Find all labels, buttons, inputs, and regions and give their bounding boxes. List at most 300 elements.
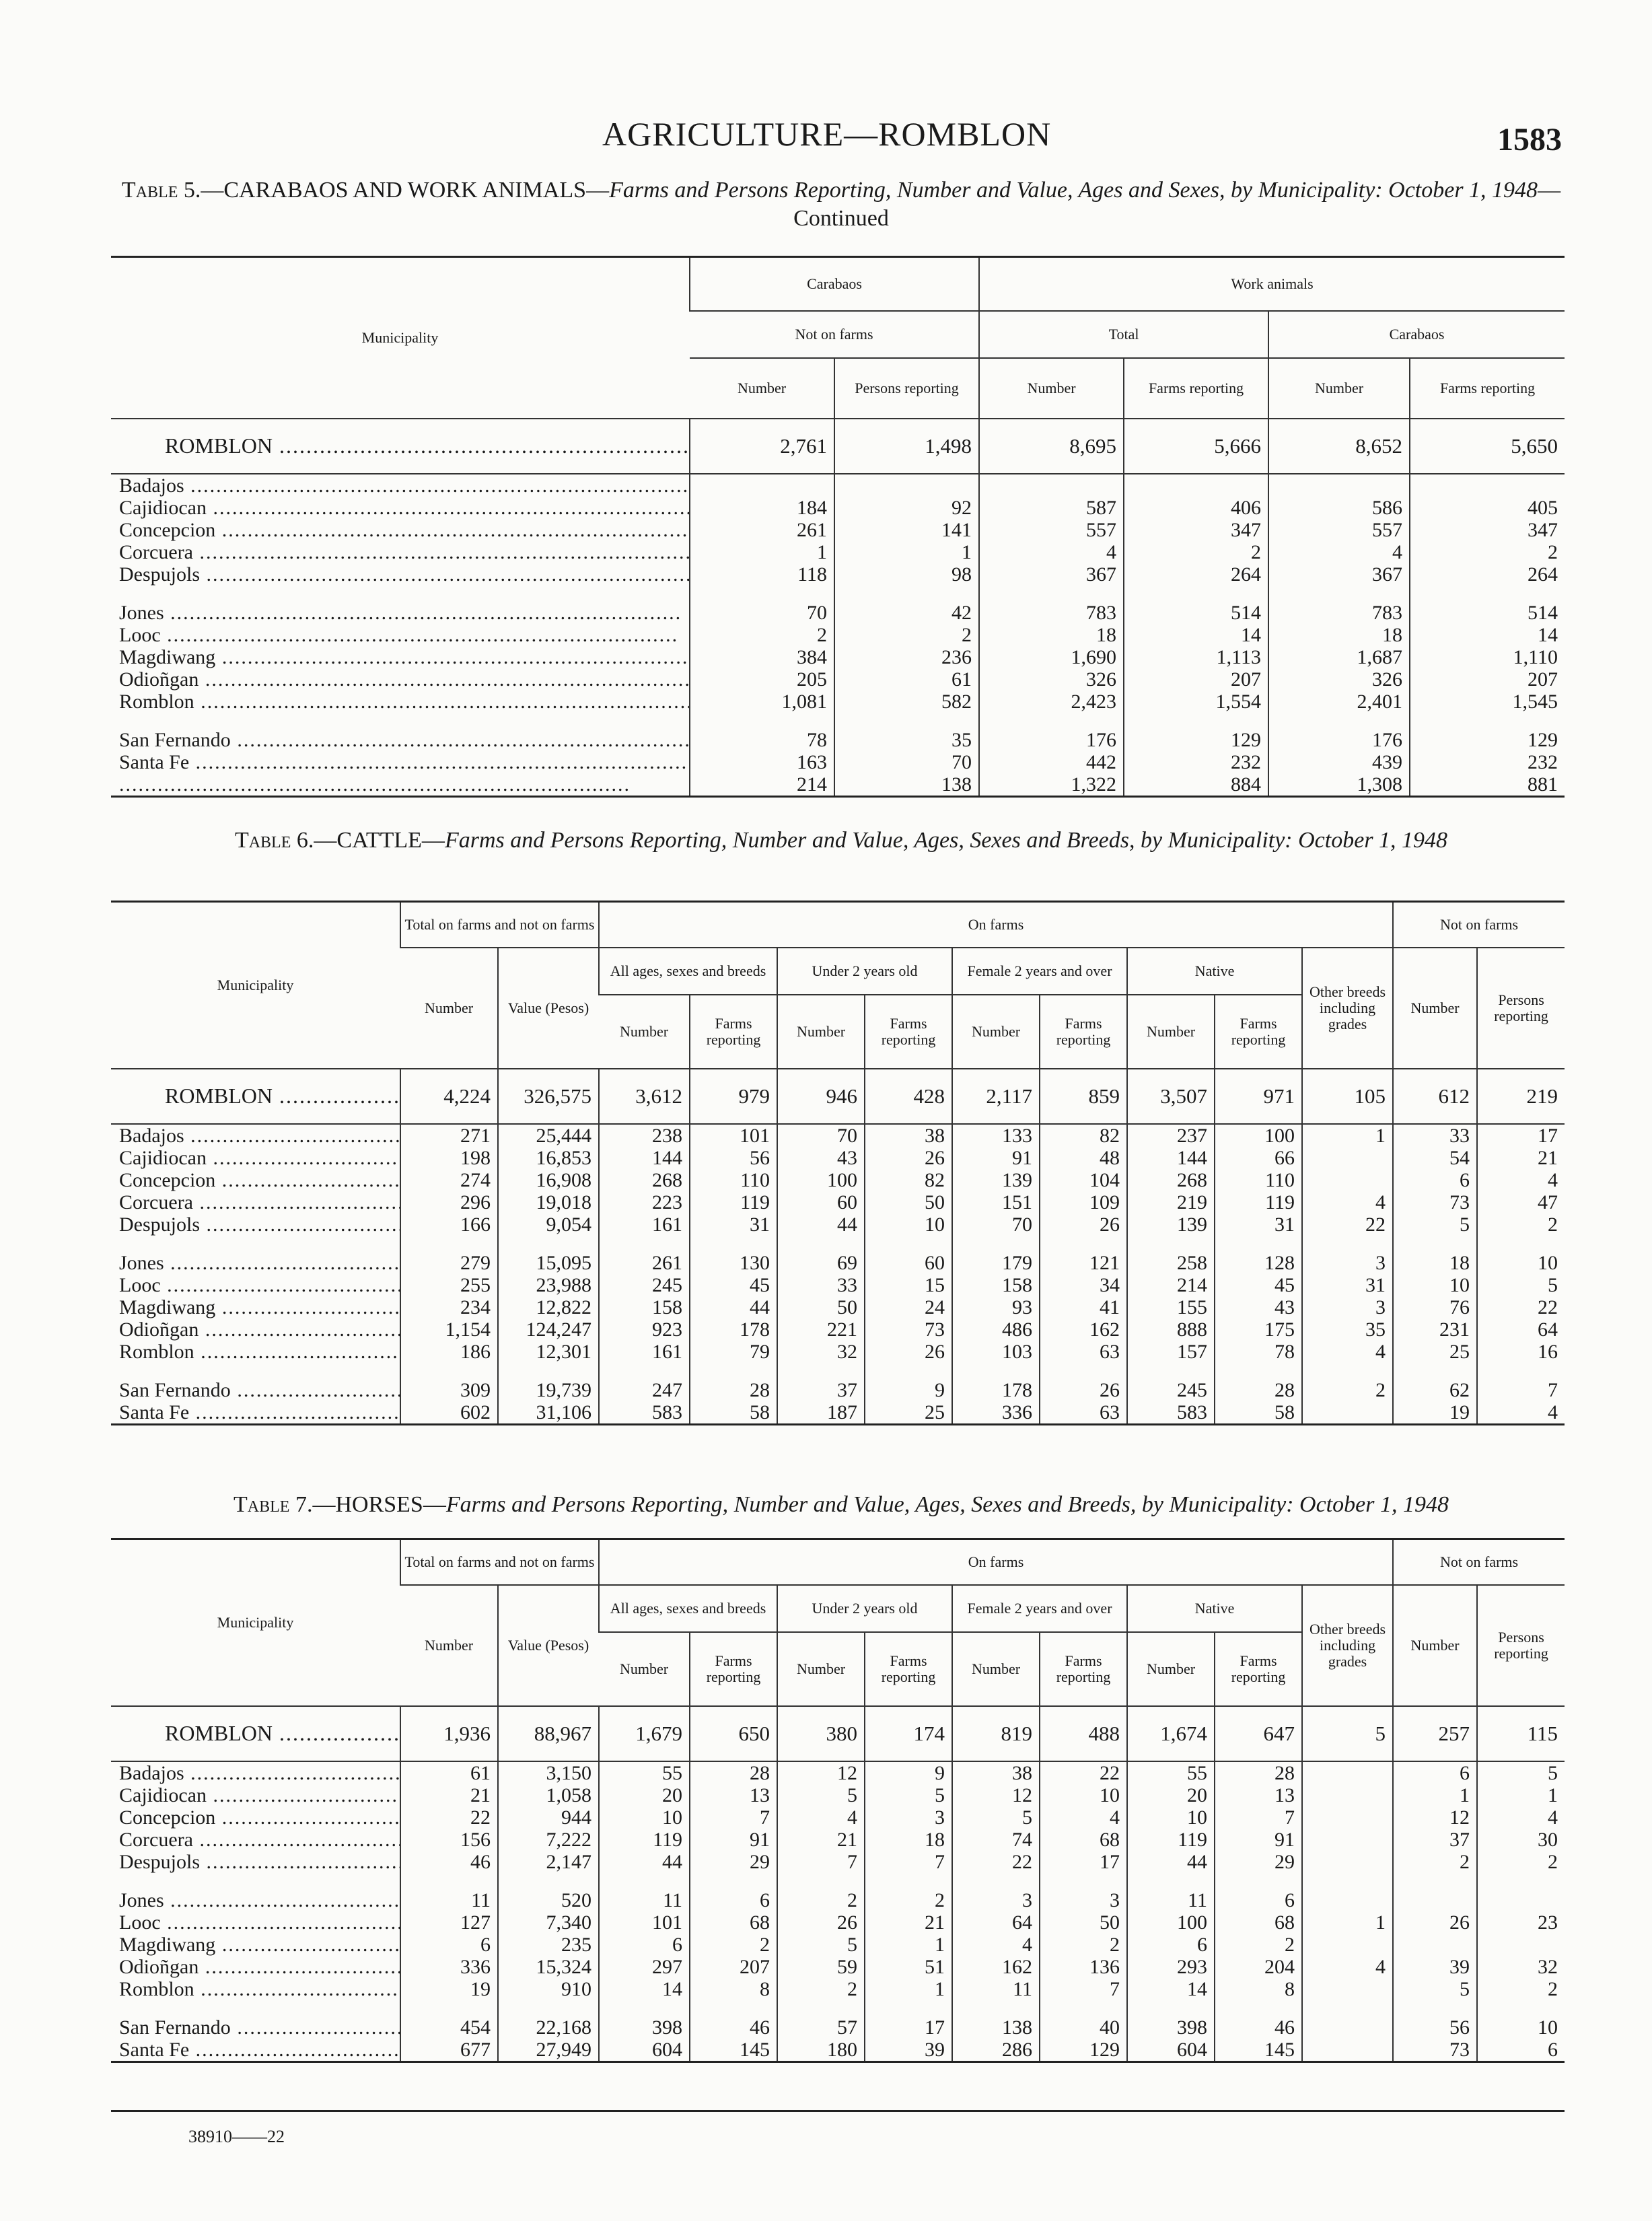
table7-caption <box>101 1491 1581 1519</box>
table-cell: 46 <box>400 1851 498 1873</box>
table-cell: 25 <box>865 1401 952 1425</box>
municipality-name: Odioñgan ..... <box>111 1318 400 1341</box>
table-cell: 82 <box>1040 1124 1127 1147</box>
table-cell: 9,054 <box>498 1213 599 1236</box>
table-cell: 582 <box>834 691 979 713</box>
table-cell: 428 <box>865 1069 952 1124</box>
table-cell: 28 <box>1215 1379 1302 1401</box>
table-cell: 60 <box>777 1191 865 1213</box>
table-cell: 26 <box>1040 1379 1127 1401</box>
table-row <box>111 1274 1565 1296</box>
table-cell: 2 <box>1477 1978 1565 2000</box>
table-cell <box>1302 1169 1393 1191</box>
municipality-name: Romblon ..... <box>111 1341 400 1363</box>
spacer-cell <box>599 1873 690 1889</box>
table-cell: 223 <box>599 1191 690 1213</box>
table-cell: 3,150 <box>498 1761 599 1784</box>
table-cell: 31 <box>690 1213 777 1236</box>
t6-h-other-breeds: Other breeds including grades <box>1302 948 1393 1069</box>
table-cell: 186 <box>400 1341 498 1363</box>
spacer-cell <box>1268 586 1410 602</box>
table-cell: 1,058 <box>498 1784 599 1806</box>
spacer-cell <box>1215 1236 1302 1252</box>
table-cell: 26 <box>777 1911 865 1934</box>
t6-h-on-farms: On farms <box>599 902 1393 948</box>
table-row <box>111 1401 1565 1425</box>
t5-h-total: Total <box>979 311 1268 358</box>
table-cell: 12 <box>1393 1806 1477 1829</box>
table-cell: 68 <box>1040 1829 1127 1851</box>
table-cell: 12 <box>777 1761 865 1784</box>
table-cell: 439 <box>1268 751 1410 773</box>
table-cell: 1,154 <box>400 1318 498 1341</box>
table-cell: 23 <box>1477 1911 1565 1934</box>
group-spacer <box>111 586 1565 602</box>
table-cell: 127 <box>400 1911 498 1934</box>
spacer-cell <box>498 1236 599 1252</box>
table-row <box>111 1829 1565 1851</box>
table-cell: 5 <box>1393 1213 1477 1236</box>
table-cell: 1 <box>1477 1784 1565 1806</box>
table-row <box>111 563 1565 586</box>
table-cell: 8 <box>690 1978 777 2000</box>
table-cell: 45 <box>690 1274 777 1296</box>
table-cell: 326,575 <box>498 1069 599 1124</box>
table-cell: 257 <box>1393 1706 1477 1761</box>
table-cell: 15 <box>865 1274 952 1296</box>
table-row <box>111 1851 1565 1873</box>
table-cell: 21 <box>400 1784 498 1806</box>
table-cell: 48 <box>1040 1147 1127 1169</box>
table-cell: 2 <box>777 1978 865 2000</box>
table-cell: 309 <box>400 1379 498 1401</box>
table-cell: 139 <box>952 1169 1040 1191</box>
spacer-cell <box>498 2000 599 2016</box>
table-cell: 2 <box>1393 1851 1477 1873</box>
table-row <box>111 2039 1565 2062</box>
table-cell: 6 <box>400 1934 498 1956</box>
table-cell: 238 <box>599 1124 690 1147</box>
table-cell <box>1302 1889 1393 1911</box>
table-cell: 33 <box>1393 1124 1477 1147</box>
spacer-cell <box>690 1236 777 1252</box>
table-cell: 12,822 <box>498 1296 599 1318</box>
table-cell: 261 <box>599 1252 690 1274</box>
table-cell: 18 <box>1393 1252 1477 1274</box>
table-cell: 11 <box>1127 1889 1215 1911</box>
t6-h-number: Number <box>1127 995 1215 1069</box>
table-cell: 21 <box>777 1829 865 1851</box>
table-cell: 8,695 <box>979 419 1124 474</box>
table-cell: 24 <box>865 1296 952 1318</box>
table-cell: 583 <box>1127 1401 1215 1425</box>
table-cell: 166 <box>400 1213 498 1236</box>
t6-h-all-ages: All ages, sexes and breeds <box>599 948 777 995</box>
table-cell: 57 <box>777 2016 865 2039</box>
table-row <box>111 1341 1565 1363</box>
table-cell: 68 <box>690 1911 777 1934</box>
t7-h-persons-reporting: Persons reporting <box>1477 1585 1565 1706</box>
table-cell: 100 <box>1127 1911 1215 1934</box>
table-cell: 78 <box>1215 1341 1302 1363</box>
spacer-cell <box>979 586 1124 602</box>
table-cell: 175 <box>1215 1318 1302 1341</box>
t5-h-municipality: Municipality <box>111 257 690 419</box>
table-row <box>111 1296 1565 1318</box>
table-cell: 32 <box>777 1341 865 1363</box>
table-cell: 3,507 <box>1127 1069 1215 1124</box>
t7-h-number: Number <box>1127 1632 1215 1706</box>
table-cell: 279 <box>400 1252 498 1274</box>
table-cell: 255 <box>400 1274 498 1296</box>
table-cell: 119 <box>1127 1829 1215 1851</box>
table-cell: 133 <box>952 1124 1040 1147</box>
table-cell: 326 <box>979 668 1124 691</box>
table-cell: 274 <box>400 1169 498 1191</box>
municipality-name: Looc ..... <box>111 1274 400 1296</box>
table-cell: 105 <box>1302 1069 1393 1124</box>
table-cell: 63 <box>1040 1401 1127 1425</box>
table-cell: 14 <box>1124 624 1268 646</box>
table-cell: 2 <box>1124 541 1268 563</box>
spacer-cell <box>865 1873 952 1889</box>
municipality-name: ROMBLON ..... <box>111 1069 400 1124</box>
table-cell: 28 <box>1215 1761 1302 1784</box>
table-cell: 881 <box>1410 773 1565 797</box>
table-cell: 110 <box>1215 1169 1302 1191</box>
table-cell: 178 <box>690 1318 777 1341</box>
spacer-cell <box>834 713 979 729</box>
table-cell: 4,224 <box>400 1069 498 1124</box>
table-cell: 19 <box>1393 1401 1477 1425</box>
table-cell: 104 <box>1040 1169 1127 1191</box>
table-cell: 101 <box>690 1124 777 1147</box>
spacer-cell <box>690 1363 777 1379</box>
table-cell: 264 <box>1410 563 1565 586</box>
table-cell: 296 <box>400 1191 498 1213</box>
t5-body <box>111 419 1565 797</box>
spacer-cell <box>1302 2000 1393 2016</box>
table-cell: 586 <box>1268 497 1410 519</box>
table-cell: 157 <box>1127 1341 1215 1363</box>
table-cell: 179 <box>952 1252 1040 1274</box>
table-cell: 91 <box>952 1147 1040 1169</box>
table-cell: 2 <box>834 624 979 646</box>
table-cell: 2,117 <box>952 1069 1040 1124</box>
table-cell: 73 <box>1393 2039 1477 2062</box>
table-cell: 14 <box>599 1978 690 2000</box>
table-cell: 162 <box>952 1956 1040 1978</box>
municipality-name: San Fernando ..... <box>111 2016 400 2039</box>
table-cell: 9 <box>865 1761 952 1784</box>
table-cell: 5 <box>777 1934 865 1956</box>
total-row <box>111 1069 1565 1124</box>
t7-h-farms-reporting: Farms reporting <box>1215 1632 1302 1706</box>
t7-h-not-on-farms: Not on farms <box>1393 1539 1565 1585</box>
municipality-name: Badajos ..... <box>111 1761 400 1784</box>
table-cell: 520 <box>498 1889 599 1911</box>
table-cell: 70 <box>690 602 834 624</box>
table-cell <box>1302 1829 1393 1851</box>
table-cell: 70 <box>834 751 979 773</box>
t7-h-farms-reporting: Farms reporting <box>1040 1632 1127 1706</box>
table-cell: 66 <box>1215 1147 1302 1169</box>
t5-h-not-on-farms: Not on farms <box>690 311 979 358</box>
table-cell: 26 <box>1040 1213 1127 1236</box>
table-cell: 35 <box>1302 1318 1393 1341</box>
table-cell: 367 <box>979 563 1124 586</box>
table-cell: 3 <box>1040 1889 1127 1911</box>
table-cell: 271 <box>400 1124 498 1147</box>
table-cell: 14 <box>1127 1978 1215 2000</box>
t6-h-number: Number <box>777 995 865 1069</box>
t6-h-farms-reporting: Farms reporting <box>690 995 777 1069</box>
table-cell: 130 <box>690 1252 777 1274</box>
table-cell: 5 <box>1302 1706 1393 1761</box>
municipality-name: Santa Fe ..... <box>111 2039 400 2062</box>
table-cell: 22 <box>1302 1213 1393 1236</box>
table-cell: 45 <box>1215 1274 1302 1296</box>
table-cell: 39 <box>865 2039 952 2062</box>
spacer-cell <box>952 1873 1040 1889</box>
table-cell: 32 <box>1477 1956 1565 1978</box>
table-cell: 7 <box>1477 1379 1565 1401</box>
t5-h-number: Number <box>979 358 1124 419</box>
table-cell: 2 <box>1040 1934 1127 1956</box>
table-row <box>111 1124 1565 1147</box>
table-cell: 70 <box>777 1124 865 1147</box>
t5-h-farms-reporting: Farms reporting <box>1124 358 1268 419</box>
table-cell: 92 <box>834 497 979 519</box>
table-cell: 15,095 <box>498 1252 599 1274</box>
table-cell: 2 <box>1302 1379 1393 1401</box>
spacer-cell <box>690 586 834 602</box>
table-row <box>111 519 1565 541</box>
table-cell: 14 <box>1410 624 1565 646</box>
table-cell: 4 <box>952 1934 1040 1956</box>
t7-h-number: Number <box>599 1632 690 1706</box>
spacer-cell <box>690 1873 777 1889</box>
municipality-name: Corcuera ..... <box>111 1829 400 1851</box>
t7-h-other-breeds: Other breeds including grades <box>1302 1585 1393 1706</box>
table-cell <box>1302 1934 1393 1956</box>
table7-title: —HORSES— <box>312 1492 446 1517</box>
t7-h-number: Number <box>952 1632 1040 1706</box>
table-cell: 297 <box>599 1956 690 1978</box>
table-row <box>111 668 1565 691</box>
table-cell: 115 <box>1477 1706 1565 1761</box>
t7-body <box>111 1706 1565 2062</box>
table-cell: 4 <box>1302 1191 1393 1213</box>
table-row <box>111 1784 1565 1806</box>
table-cell: 237 <box>1127 1124 1215 1147</box>
table-cell: 2 <box>1410 541 1565 563</box>
table-cell: 336 <box>400 1956 498 1978</box>
table-cell: 55 <box>599 1761 690 1784</box>
table-cell: 20 <box>599 1784 690 1806</box>
table-cell: 26 <box>865 1147 952 1169</box>
table7-label: Table 7. <box>234 1492 313 1517</box>
table-cell: 124,247 <box>498 1318 599 1341</box>
table-cell: 1,687 <box>1268 646 1410 668</box>
table-cell <box>1477 1934 1565 1956</box>
table-cell: 50 <box>777 1296 865 1318</box>
t7-h-nof-number: Number <box>1393 1585 1477 1706</box>
table-cell: 1 <box>865 1934 952 1956</box>
table-cell: 486 <box>952 1318 1040 1341</box>
spacer-cell <box>400 1236 498 1252</box>
table-cell: 398 <box>1127 2016 1215 2039</box>
table-cell: 20 <box>1127 1784 1215 1806</box>
table-cell: 144 <box>1127 1147 1215 1169</box>
table-row <box>111 1806 1565 1829</box>
spacer-cell <box>1477 1236 1565 1252</box>
table-cell: 121 <box>1040 1252 1127 1274</box>
t6-h-not-on-farms: Not on farms <box>1393 902 1565 948</box>
table-cell <box>1302 1401 1393 1425</box>
spacer-cell <box>111 1236 400 1252</box>
t7-h-farms-reporting: Farms reporting <box>865 1632 952 1706</box>
table-cell <box>834 474 979 497</box>
spacer-cell <box>1302 1873 1393 1889</box>
table-cell: 19,739 <box>498 1379 599 1401</box>
table-cell: 207 <box>1410 668 1565 691</box>
spacer-cell <box>498 1363 599 1379</box>
table-cell: 5 <box>865 1784 952 1806</box>
t6-h-nof-number: Number <box>1393 948 1477 1069</box>
spacer-cell <box>1393 1363 1477 1379</box>
table-cell: 55 <box>1127 1761 1215 1784</box>
table-cell: 347 <box>1124 519 1268 541</box>
spacer-cell <box>400 1363 498 1379</box>
table-cell: 46 <box>1215 2016 1302 2039</box>
table-cell: 1 <box>1393 1784 1477 1806</box>
spacer-cell <box>111 2000 400 2016</box>
table-cell: 923 <box>599 1318 690 1341</box>
table-cell: 29 <box>690 1851 777 1873</box>
table-cell: 268 <box>1127 1169 1215 1191</box>
spacer-cell <box>1477 1873 1565 1889</box>
table-cell: 219 <box>1127 1191 1215 1213</box>
table-cell: 1,081 <box>690 691 834 713</box>
table-cell: 650 <box>690 1706 777 1761</box>
table-cell <box>1302 2039 1393 2062</box>
table-cell: 29 <box>1215 1851 1302 1873</box>
table-cell: 2 <box>1477 1213 1565 1236</box>
table-cell: 1 <box>865 1978 952 2000</box>
table-cell: 145 <box>1215 2039 1302 2062</box>
table-row <box>111 541 1565 563</box>
table-cell: 62 <box>1393 1379 1477 1401</box>
table5-label: Table 5. <box>121 178 201 203</box>
table5-caption <box>101 176 1581 233</box>
table-cell: 9 <box>865 1379 952 1401</box>
table-cell: 514 <box>1124 602 1268 624</box>
table-cell: 245 <box>599 1274 690 1296</box>
table-cell: 2 <box>1215 1934 1302 1956</box>
table-cell: 129 <box>1410 729 1565 751</box>
table-cell: 1,936 <box>400 1706 498 1761</box>
table-cell: 1,498 <box>834 419 979 474</box>
group-spacer <box>111 1363 1565 1379</box>
table-cell: 10 <box>865 1213 952 1236</box>
spacer-cell <box>690 713 834 729</box>
table-row <box>111 1956 1565 1978</box>
table-cell <box>1124 474 1268 497</box>
spacer-cell <box>1393 1236 1477 1252</box>
municipality-name: Corcuera ..... <box>111 541 690 563</box>
t7-h-female2: Female 2 years and over <box>952 1585 1127 1632</box>
table-cell: 16,908 <box>498 1169 599 1191</box>
table-cell: 384 <box>690 646 834 668</box>
table-row <box>111 1379 1565 1401</box>
municipality-name: Santa Fe ..... <box>111 751 690 773</box>
table-cell: 17 <box>1040 1851 1127 1873</box>
table-row <box>111 773 1565 797</box>
table-cell: 141 <box>834 519 979 541</box>
municipality-name: San Fernando ..... <box>111 729 690 751</box>
table-cell: 3,612 <box>599 1069 690 1124</box>
spacer-cell <box>1127 1873 1215 1889</box>
table-cell: 38 <box>952 1761 1040 1784</box>
table-cell: 819 <box>952 1706 1040 1761</box>
table-cell: 1,679 <box>599 1706 690 1761</box>
table-cell: 187 <box>777 1401 865 1425</box>
table-cell: 11 <box>400 1889 498 1911</box>
table-cell: 145 <box>690 2039 777 2062</box>
spacer-cell <box>777 1236 865 1252</box>
table-cell: 56 <box>690 1147 777 1169</box>
table-cell: 5 <box>1477 1274 1565 1296</box>
table-cell: 944 <box>498 1806 599 1829</box>
table-cell: 11 <box>952 1978 1040 2000</box>
municipality-name: Romblon ..... <box>111 691 690 713</box>
table-cell: 5,666 <box>1124 419 1268 474</box>
group-spacer <box>111 2000 1565 2016</box>
spacer-cell <box>599 2000 690 2016</box>
spacer-cell <box>1410 586 1565 602</box>
table-cell: 13 <box>690 1784 777 1806</box>
spacer-cell <box>1127 1363 1215 1379</box>
spacer-cell <box>1215 2000 1302 2016</box>
table-row <box>111 1191 1565 1213</box>
table-cell: 4 <box>777 1806 865 1829</box>
table-cell: 22 <box>952 1851 1040 1873</box>
table-cell: 25,444 <box>498 1124 599 1147</box>
municipality-name: Concepcion ..... <box>111 519 690 541</box>
table-cell: 859 <box>1040 1069 1127 1124</box>
municipality-name: Cajidiocan ..... <box>111 1147 400 1169</box>
table-cell: 1,674 <box>1127 1706 1215 1761</box>
table-cell: 37 <box>777 1379 865 1401</box>
t7-h-number: Number <box>777 1632 865 1706</box>
table-cell: 180 <box>777 2039 865 2062</box>
table-cell: 232 <box>1410 751 1565 773</box>
table-cell <box>1302 1147 1393 1169</box>
table-cell: 6 <box>1127 1934 1215 1956</box>
group-spacer <box>111 1873 1565 1889</box>
table-cell: 155 <box>1127 1296 1215 1318</box>
table-cell: 783 <box>1268 602 1410 624</box>
table-cell: 158 <box>599 1296 690 1318</box>
table-cell: 398 <box>599 2016 690 2039</box>
table-cell: 7 <box>865 1851 952 1873</box>
table-cell: 50 <box>865 1191 952 1213</box>
table-cell: 783 <box>979 602 1124 624</box>
spacer-cell <box>952 2000 1040 2016</box>
table-cell: 63 <box>1040 1341 1127 1363</box>
table-cell: 44 <box>1127 1851 1215 1873</box>
